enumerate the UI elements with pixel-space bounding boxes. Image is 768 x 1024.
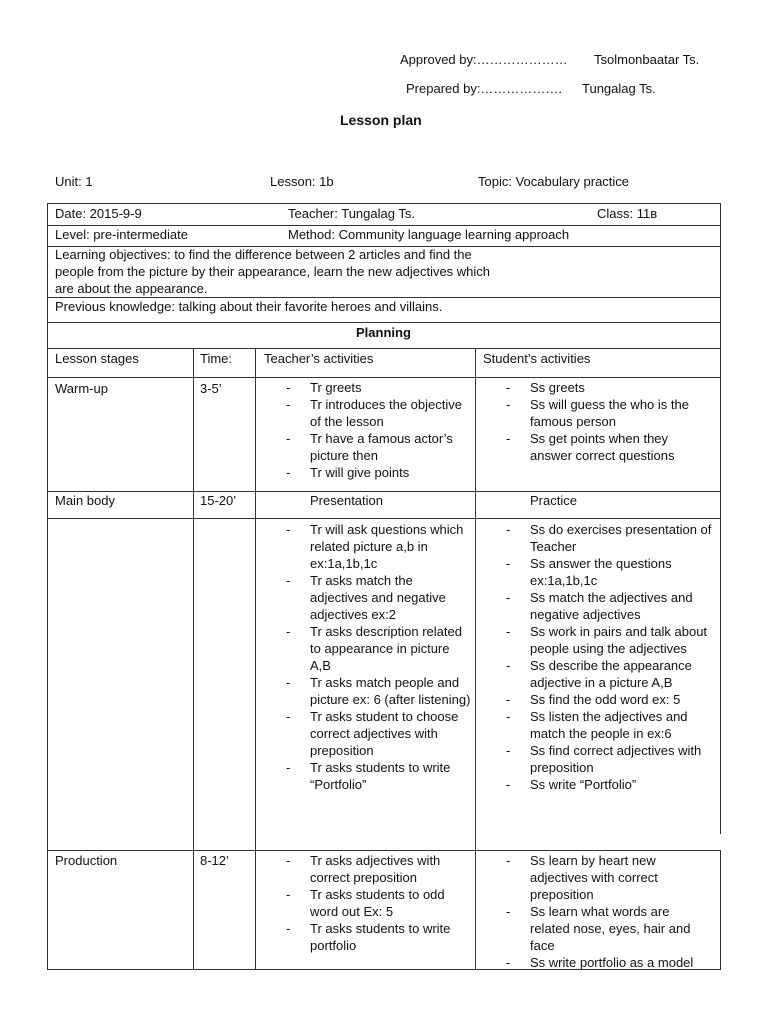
list-item: - Tr asks students to write “Portfolio” <box>286 759 471 793</box>
warmup-teacher-list <box>286 379 471 481</box>
header-lesson-stages: Lesson stages <box>55 351 139 366</box>
list-item: - Ss write portfolio as a model <box>506 954 711 971</box>
topic-label: Topic: Vocabulary practice <box>478 174 630 189</box>
list-item: - Ss answer the questions ex:1a,1b,1c <box>506 555 716 589</box>
list-item: - Ss find correct adjectives with preposition <box>506 742 716 776</box>
list-item: - Ss do exercises presentation of Teacher <box>506 521 716 555</box>
date-cell: Date: 2015-9-9 <box>55 206 142 221</box>
list-item: - Ss match the adjectives and negative adjectives <box>506 589 716 623</box>
approved-label: Approved by:………………… <box>400 52 568 67</box>
list-item: - Tr have a famous actor’s picture then <box>286 430 471 464</box>
main-student-list <box>506 521 716 793</box>
list-item: - Tr asks match people and picture ex: 6 (after listening) <box>286 674 471 708</box>
approved-name: Tsolmonbaatar Ts. <box>594 52 700 67</box>
list-item: - Tr asks students to write portfolio <box>286 920 471 954</box>
warmup-stage: Warm-up <box>55 381 108 396</box>
objectives-line-1: Learning objectives: to find the difference between 2 articles and find the <box>55 247 472 262</box>
main-student-heading: Practice <box>530 493 577 508</box>
page-title: Lesson plan <box>340 112 422 128</box>
list-item: - Ss describe the appearance adjective in a picture A,B <box>506 657 716 691</box>
list-item: - Ss work in pairs and talk about people using the adjectives <box>506 623 716 657</box>
objectives-line-2: people from the picture by their appearance, learn the new adjectives which <box>55 264 491 279</box>
list-item: - Ss find the odd word ex: 5 <box>506 691 716 708</box>
production-time: 8-12’ <box>200 853 229 868</box>
list-item: - Tr asks match the adjectives and negative adjectives ex:2 <box>286 572 471 623</box>
list-item: - Tr asks student to choose correct adjectives with preposition <box>286 708 471 759</box>
previous-knowledge: Previous knowledge: talking about their favorite heroes and villains. <box>55 299 443 314</box>
header-student-activities: Student’s activities <box>483 351 591 366</box>
list-item: - Ss learn what words are related nose, eyes, hair and face <box>506 903 711 954</box>
planning-heading: Planning <box>356 325 411 340</box>
list-item: - Tr will ask questions which related picture a,b in ex:1a,1b,1c <box>286 521 471 572</box>
list-item: - Ss listen the adjectives and match the people in ex:6 <box>506 708 716 742</box>
list-item: - Tr asks students to odd word out Ex: 5 <box>286 886 471 920</box>
list-item: - Ss greets <box>506 379 711 396</box>
list-item: - Tr introduces the objective of the lesson <box>286 396 471 430</box>
method-cell: Method: Community language learning approach <box>288 227 570 242</box>
main-time: 15-20’ <box>200 493 237 508</box>
main-teacher-heading: Presentation <box>310 493 383 508</box>
level-cell: Level: pre-intermediate <box>55 227 188 242</box>
prepared-label: Prepared by:………………. <box>406 81 563 96</box>
header-teacher-activities: Teacher’s activities <box>264 351 374 366</box>
list-item: - Ss will guess the who is the famous person <box>506 396 711 430</box>
list-item: - Ss learn by heart new adjectives with correct preposition <box>506 852 711 903</box>
class-cell: Class: 11в <box>597 206 658 221</box>
teacher-cell: Teacher: Tungalag Ts. <box>288 206 415 221</box>
list-item: - Ss write “Portfolio” <box>506 776 716 793</box>
main-stage: Main body <box>55 493 115 508</box>
list-item: - Ss get points when they answer correct questions <box>506 430 711 464</box>
list-item: - Tr asks adjectives with correct preposition <box>286 852 471 886</box>
unit-label: Unit: 1 <box>55 174 93 189</box>
list-item: - Tr asks description related to appearance in picture A,B <box>286 623 471 674</box>
lesson-label: Lesson: 1b <box>270 174 334 189</box>
header-time: Time: <box>200 351 233 366</box>
production-student-list <box>506 852 711 971</box>
list-item: - Tr will give points <box>286 464 471 481</box>
production-teacher-list <box>286 852 471 954</box>
objectives-line-3: are about the appearance. <box>55 281 208 296</box>
production-stage: Production <box>55 853 118 868</box>
warmup-time: 3-5’ <box>200 381 222 396</box>
prepared-name: Tungalag Ts. <box>582 81 656 96</box>
main-teacher-list <box>286 521 471 793</box>
list-item: - Tr greets <box>286 379 471 396</box>
warmup-student-list <box>506 379 711 464</box>
